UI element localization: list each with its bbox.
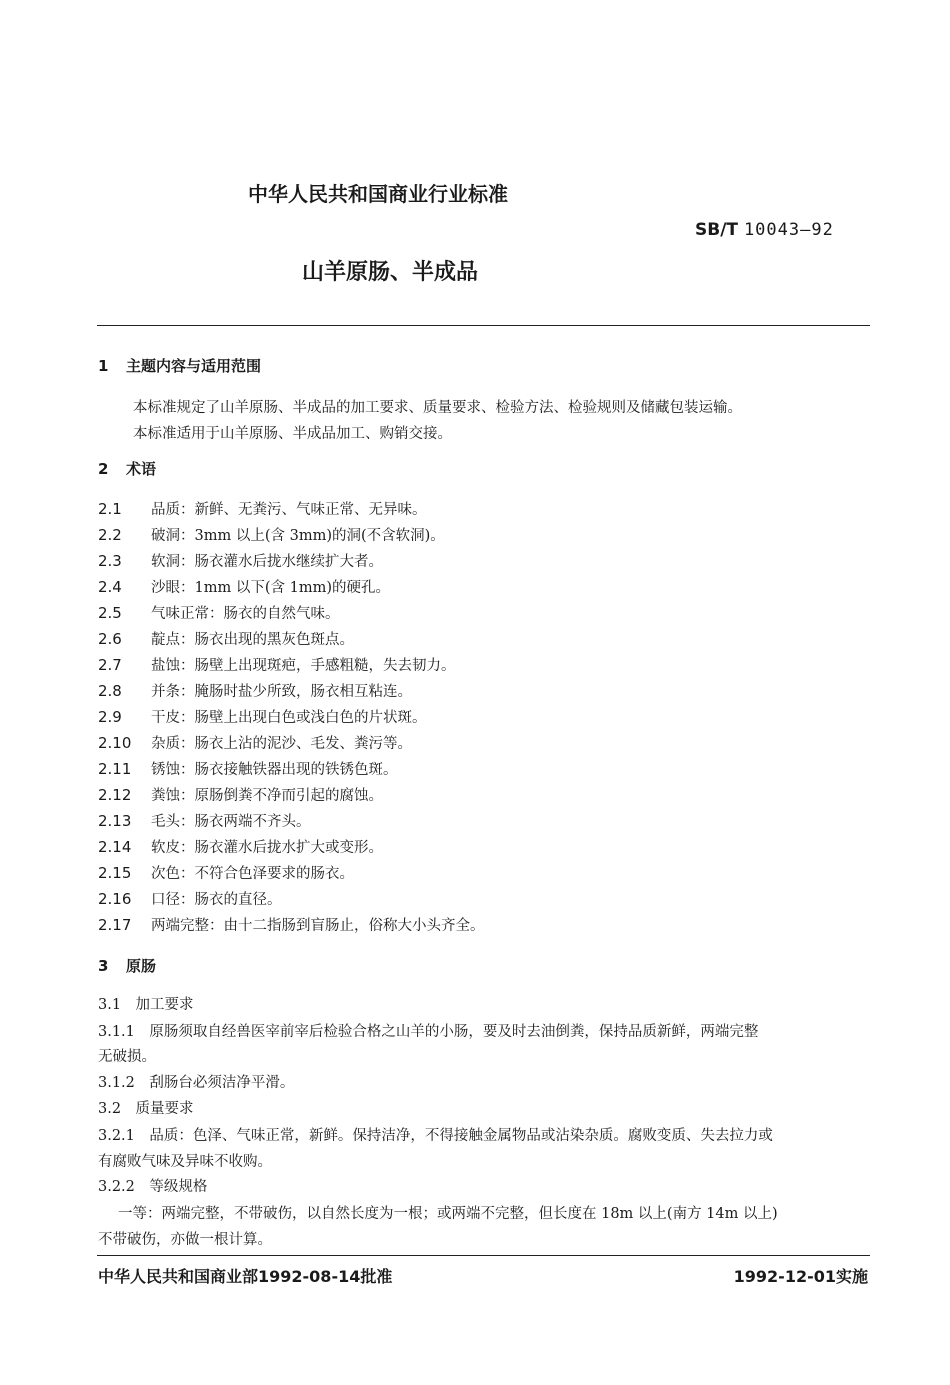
term-number: 2.14 xyxy=(98,838,132,856)
term-number: 2.8 xyxy=(98,682,122,700)
term-item xyxy=(98,914,485,935)
term-number: 2.17 xyxy=(98,916,132,934)
term-number: 2.15 xyxy=(98,864,132,882)
term-number: 2.5 xyxy=(98,604,122,622)
term-definition: 粪蚀：原肠倒粪不净而引起的腐蚀。 xyxy=(151,788,383,804)
term-definition: 毛头：肠衣两端不齐头。 xyxy=(151,814,311,830)
term-item xyxy=(98,706,427,727)
term-number: 2.10 xyxy=(98,734,132,752)
issuing-body: 中华人民共和国商业行业标准 xyxy=(248,182,508,206)
clause-3-2-2: 3.2.2 等级规格 xyxy=(98,1179,208,1195)
term-item xyxy=(98,576,390,597)
footer-divider xyxy=(97,1255,870,1256)
term-item xyxy=(98,680,412,701)
term-definition: 杂质：肠衣上沾的泥沙、毛发、粪污等。 xyxy=(151,736,412,752)
term-definition: 锈蚀：肠衣接触铁器出现的铁锈色斑。 xyxy=(151,762,398,778)
section-3-heading: 3 原肠 xyxy=(98,957,157,975)
grade-first-line-2: 不带破伤，亦做一根计算。 xyxy=(98,1232,272,1248)
term-number: 2.6 xyxy=(98,630,122,648)
effective-date: 1992-12-01实施 xyxy=(733,1267,868,1286)
clause-3-2: 3.2 质量要求 xyxy=(98,1101,194,1117)
term-item xyxy=(98,836,383,857)
term-definition: 软皮：肠衣灌水后拢水扩大或变形。 xyxy=(151,840,383,856)
standard-prefix: SB/T xyxy=(695,220,739,240)
section-1-heading: 1 主题内容与适用范围 xyxy=(98,357,262,375)
term-definition: 气味正常：肠衣的自然气味。 xyxy=(151,606,340,622)
section-1-paragraph-2: 本标准适用于山羊原肠、半成品加工、购销交接。 xyxy=(133,426,452,442)
term-definition: 两端完整：由十二指肠到盲肠止，俗称大小头齐全。 xyxy=(151,918,485,934)
standard-number xyxy=(695,220,834,240)
clause-3-1: 3.1 加工要求 xyxy=(98,997,194,1013)
term-item xyxy=(98,498,427,519)
clause-3-2-1-line-1: 3.2.1 品质：色泽、气味正常，新鲜。保持洁净，不得接触金属物品或沾染杂质。腐败变质、失去拉力或 xyxy=(98,1128,773,1144)
term-item xyxy=(98,810,311,831)
term-item xyxy=(98,602,340,623)
term-item xyxy=(98,550,383,571)
term-definition: 沙眼：1mm 以下(含 1mm)的硬孔。 xyxy=(151,580,390,596)
term-definition: 破洞：3mm 以上(含 3mm)的洞(不含软洞)。 xyxy=(151,528,445,544)
term-number: 2.3 xyxy=(98,552,122,570)
standard-code: 10043—92 xyxy=(743,220,834,240)
clause-3-1-1-line-2: 无破损。 xyxy=(98,1049,156,1065)
term-number: 2.9 xyxy=(98,708,122,726)
clause-3-1-1-line-1: 3.1.1 原肠须取自经兽医宰前宰后检验合格之山羊的小肠，要及时去油倒粪，保持品质新鲜，两端完整 xyxy=(98,1024,759,1040)
term-item xyxy=(98,628,354,649)
term-number: 2.11 xyxy=(98,760,132,778)
term-number: 2.1 xyxy=(98,500,122,518)
section-2-heading: 2 术语 xyxy=(98,460,157,478)
clause-3-2-1-line-2: 有腐败气味及异味不收购。 xyxy=(98,1154,272,1170)
term-definition: 干皮：肠壁上出现白色或浅白色的片状斑。 xyxy=(151,710,427,726)
grade-first-line-1: 一等：两端完整，不带破伤，以自然长度为一根；或两端不完整，但长度在 18m 以上(南方 14m 以上) xyxy=(118,1206,778,1222)
term-definition: 并条：腌肠时盐少所致，肠衣相互粘连。 xyxy=(151,684,412,700)
term-item xyxy=(98,758,398,779)
term-definition: 靛点：肠衣出现的黑灰色斑点。 xyxy=(151,632,354,648)
approval-date: 中华人民共和国商业部1992-08-14批准 xyxy=(98,1267,393,1286)
term-definition: 口径：肠衣的直径。 xyxy=(151,892,282,908)
term-item xyxy=(98,524,445,545)
term-number: 2.13 xyxy=(98,812,132,830)
section-1-paragraph-1: 本标准规定了山羊原肠、半成品的加工要求、质量要求、检验方法、检验规则及储藏包装运输。 xyxy=(133,400,742,416)
term-number: 2.7 xyxy=(98,656,122,674)
term-number: 2.4 xyxy=(98,578,122,596)
term-definition: 次色：不符合色泽要求的肠衣。 xyxy=(151,866,354,882)
term-number: 2.12 xyxy=(98,786,132,804)
term-definition: 软洞：肠衣灌水后拢水继续扩大者。 xyxy=(151,554,383,570)
term-item xyxy=(98,654,456,675)
term-definition: 品质：新鲜、无粪污、气味正常、无异味。 xyxy=(151,502,427,518)
term-definition: 盐蚀：肠壁上出现斑疤，手感粗糙，失去韧力。 xyxy=(151,658,456,674)
term-item xyxy=(98,732,412,753)
term-number: 2.2 xyxy=(98,526,122,544)
term-number: 2.16 xyxy=(98,890,132,908)
term-item xyxy=(98,862,354,883)
term-item xyxy=(98,888,282,909)
title-divider xyxy=(97,325,870,326)
clause-3-1-2: 3.1.2 刮肠台必须洁净平滑。 xyxy=(98,1075,295,1091)
document-title: 山羊原肠、半成品 xyxy=(302,260,479,285)
term-item xyxy=(98,784,383,805)
